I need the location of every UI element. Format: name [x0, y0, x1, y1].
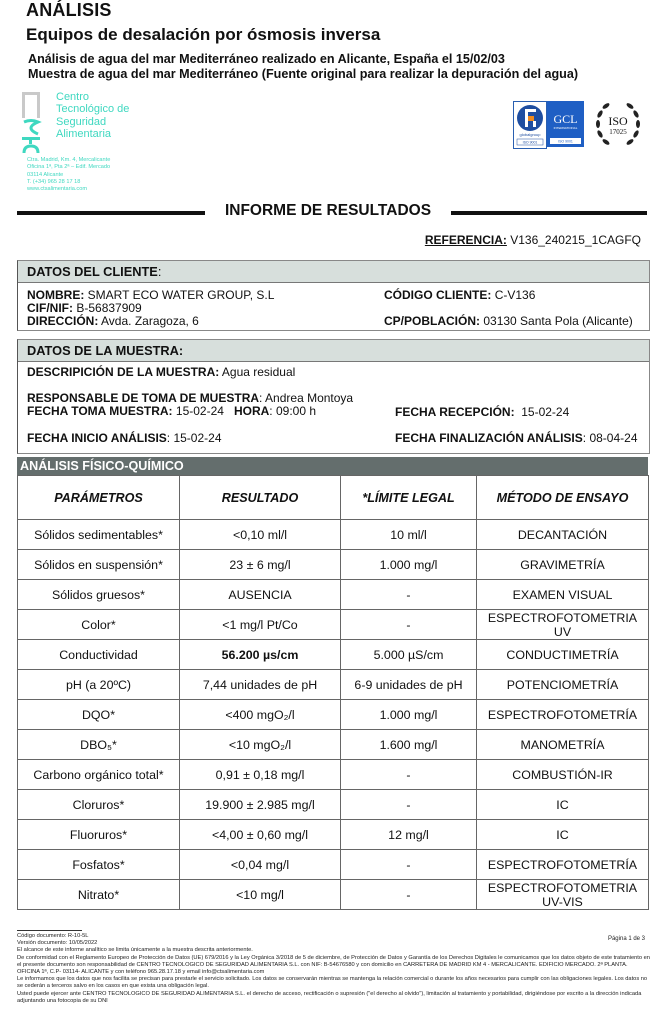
- parameter-cell: Conductividad: [18, 640, 180, 670]
- data-retention-notice: Le informamos que los datos que nos facilita se precisan para prestarle el servicio solicitado. Los datos se conservarán mientras se mantenga la relación comercial o durante los años necesarios para cumplir con las obligaciones legales. Los datos no se cederán a terceros salvo en los casos en que exista una obligación legal.: [17, 976, 648, 990]
- results-header-row: [18, 476, 649, 520]
- method-cell: MANOMETRÍA: [477, 730, 649, 760]
- results-row: [18, 670, 649, 700]
- result-cell: 23 ± 6 mg/l: [180, 550, 341, 580]
- column-header-legal-limit: *LÍMITE LEGAL: [341, 476, 477, 520]
- result-cell: 56.200 µs/cm: [180, 640, 341, 670]
- parameter-cell: Fluoruros*: [18, 820, 180, 850]
- parameter-cell: DQO*: [18, 700, 180, 730]
- parameter-cell: pH (a 20ºC): [18, 670, 180, 700]
- reference-value: V136_240215_1CAGFQ: [510, 233, 641, 247]
- results-row: [18, 820, 649, 850]
- legal-limit-cell: 12 mg/l: [341, 820, 477, 850]
- result-cell: 19.900 ± 2.985 mg/l: [180, 790, 341, 820]
- legal-limit-cell: 10 ml/l: [341, 520, 477, 550]
- method-cell: ESPECTROFOTOMETRIA UV: [477, 610, 649, 640]
- results-row: [18, 520, 649, 550]
- result-cell: 0,91 ± 0,18 mg/l: [180, 760, 341, 790]
- client-section-heading: DATOS DEL CLIENTE:: [18, 261, 649, 283]
- footer-legal-text: [17, 933, 651, 1005]
- results-row: [18, 550, 649, 580]
- method-cell: IC: [477, 820, 649, 850]
- results-row: [18, 880, 649, 910]
- legal-limit-cell: -: [341, 880, 477, 910]
- svg-text:INTERNATIONAL: INTERNATIONAL: [553, 126, 578, 130]
- results-row: [18, 700, 649, 730]
- results-row: [18, 610, 649, 640]
- method-cell: IC: [477, 790, 649, 820]
- parameter-cell: Fosfatos*: [18, 850, 180, 880]
- svg-text:globalgroup: globalgroup: [519, 132, 541, 137]
- parameter-cell: DBO₅*: [18, 730, 180, 760]
- method-cell: CONDUCTIMETRÍA: [477, 640, 649, 670]
- document-subtitle: Equipos de desalación por ósmosis inversa: [26, 25, 381, 44]
- results-row: [18, 580, 649, 610]
- parameter-cell: Sólidos gruesos*: [18, 580, 180, 610]
- report-title: INFORME DE RESULTADOS: [224, 202, 432, 219]
- legal-limit-cell: -: [341, 790, 477, 820]
- sample-section-heading: DATOS DE LA MUESTRA:: [18, 340, 649, 362]
- svg-text:ISO: ISO: [608, 114, 628, 128]
- parameter-cell: Nitrato*: [18, 880, 180, 910]
- legal-limit-cell: -: [341, 610, 477, 640]
- gcl-icon: [547, 101, 584, 147]
- legal-limit-cell: 6-9 unidades de pH: [341, 670, 477, 700]
- method-cell: COMBUSTIÓN-IR: [477, 760, 649, 790]
- sample-reception-date: FECHA RECEPCIÓN: 15-02-24: [395, 405, 570, 419]
- document-version: Versión documento: 10/05/2022: [17, 940, 98, 947]
- client-postal-city: CP/POBLACIÓN: 03130 Santa Pola (Alicante): [384, 314, 633, 328]
- method-cell: EXAMEN VISUAL: [477, 580, 649, 610]
- results-row: [18, 640, 649, 670]
- legal-limit-cell: -: [341, 850, 477, 880]
- method-cell: ESPECTROFOTOMETRÍA: [477, 700, 649, 730]
- analysis-description: Análisis de agua del mar Mediterráneo realizado en Alicante, España el 15/02/03: [28, 52, 505, 66]
- data-protection-notice: De conformidad con el Reglamento Europeo de Protección de Datos (UE) 679/2016 y la Ley Orgánica 3/2018 de 5 de diciembre, de Protección de Datos y Garantía de los Derechos Digitales le comunicamos que los datos objeto de este tratamiento en el presente documento son responsabilidad de CENTRO TECNOLOGICO DE SEGURIDAD ALIMENTARIA S.L. con NIF: B-54676580 y con domicilio en CARRETERA DE MADRID KM 4 - MERCALICANTE. EDIFICIO MERCADO. 2ª PLANTA. OFICINA 1ª, C.P- 03114- ALICANTE y con teléfono 965.28.17.18 y email info@ctsalimentaria.com: [17, 954, 650, 976]
- result-cell: <400 mgO₂/l: [180, 700, 341, 730]
- method-cell: GRAVIMETRÍA: [477, 550, 649, 580]
- document-code: Código documento: R-10-5L: [17, 933, 89, 939]
- sample-section: [17, 339, 650, 454]
- column-header-parameters: PARÁMETROS: [18, 476, 180, 520]
- client-code: CÓDIGO CLIENTE: C-V136: [384, 288, 536, 302]
- footer-rule: [17, 930, 82, 931]
- parameter-cell: Carbono orgánico total*: [18, 760, 180, 790]
- result-cell: 7,44 unidades de pH: [180, 670, 341, 700]
- legal-limit-cell: 1.600 mg/l: [341, 730, 477, 760]
- analysis-section-heading: ANÁLISIS FÍSICO-QUÍMICO: [17, 457, 648, 475]
- svg-text:ISO 9001: ISO 9001: [522, 140, 538, 145]
- result-cell: <0,10 ml/l: [180, 520, 341, 550]
- result-cell: <10 mgO₂/l: [180, 730, 341, 760]
- title-rule-right: [451, 211, 647, 215]
- result-cell: <4,00 ± 0,60 mg/l: [180, 820, 341, 850]
- client-name: NOMBRE: SMART ECO WATER GROUP, S.L: [27, 288, 275, 302]
- parameter-cell: Cloruros*: [18, 790, 180, 820]
- results-row: [18, 790, 649, 820]
- globalgroup-iso9001-logo: [513, 101, 547, 149]
- lab-address: Ctra. Madrid, Km. 4, Mercalicante Oficina 1ª, Pta 2ª – Edif. Mercado 03114 Alicante T. (+34) 965 28 17 18 www.ctsalimentaria.com: [27, 157, 111, 193]
- method-cell: POTENCIOMETRÍA: [477, 670, 649, 700]
- results-row: [18, 730, 649, 760]
- cts-logo-icon: [20, 92, 42, 154]
- result-cell: AUSENCIA: [180, 580, 341, 610]
- parameter-cell: Sólidos en suspensión*: [18, 550, 180, 580]
- client-section: [17, 260, 650, 331]
- result-cell: <10 mg/l: [180, 880, 341, 910]
- page-number: Página 1 de 3: [607, 936, 645, 942]
- svg-text:ISO 9001: ISO 9001: [558, 139, 573, 144]
- report-reference: REFERENCIA: V136_240215_1CAGFQ: [424, 233, 641, 247]
- legal-limit-cell: -: [341, 580, 477, 610]
- globalgroup-icon: [514, 102, 546, 148]
- legal-limit-cell: -: [341, 760, 477, 790]
- result-cell: <1 mg/l Pt/Co: [180, 610, 341, 640]
- parameter-cell: Sólidos sedimentables*: [18, 520, 180, 550]
- results-row: [18, 760, 649, 790]
- legal-limit-cell: 5.000 µS/cm: [341, 640, 477, 670]
- column-header-method: MÉTODO DE ENSAYO: [477, 476, 649, 520]
- legal-limit-cell: 1.000 mg/l: [341, 550, 477, 580]
- iso-17025-laurel-icon: [592, 98, 644, 150]
- client-address: DIRECCIÓN: Avda. Zaragoza, 6: [27, 314, 199, 328]
- svg-text:17025: 17025: [609, 128, 627, 136]
- title-rule-left: [17, 211, 205, 215]
- sample-origin: Muestra de agua del mar Mediterráneo (Fuente original para realizar la depuración del agua): [28, 67, 579, 81]
- column-header-result: RESULTADO: [180, 476, 341, 520]
- parameter-cell: Color*: [18, 610, 180, 640]
- result-cell: <0,04 mg/l: [180, 850, 341, 880]
- rights-notice: Usted puede ejercer ante CENTRO TECNOLOGICO DE SEGURIDAD ALIMENTARIA S.L. el derecho de acceso, rectificación o supresión ("el derecho al olvido"), limitación al tratamiento y portabilidad, dirigiéndose por escrito a la dirección indicada adjuntando una fotocopia de su DNI: [17, 990, 642, 1004]
- method-cell: DECANTACIÓN: [477, 520, 649, 550]
- legal-limit-cell: 1.000 mg/l: [341, 700, 477, 730]
- method-cell: ESPECTROFOTOMETRÍA: [477, 850, 649, 880]
- results-table: [17, 475, 649, 910]
- client-cif: CIF/NIF: B-56837909: [27, 301, 142, 315]
- lab-name: Centro Tecnológico de Seguridad Alimentaria: [56, 91, 130, 140]
- document-title: ANÁLISIS: [26, 0, 112, 20]
- gcl-iso9001-logo: [547, 101, 584, 147]
- analysis-end-date: FECHA FINALIZACIÓN ANÁLISIS: 08-04-24: [395, 431, 638, 445]
- results-row: [18, 850, 649, 880]
- svg-text:GCL: GCL: [553, 112, 578, 126]
- sample-collection-date: FECHA TOMA MUESTRA: 15-02-24 HORA: 09:00 h: [27, 404, 317, 418]
- scope-note: El alcance de este informe analítico se limita únicamente a la muestra descrita anteriormente.: [17, 947, 253, 954]
- analysis-start-date: FECHA INICIO ANÁLISIS: 15-02-24: [27, 431, 222, 445]
- method-cell: ESPECTROFOTOMETRIA UV-VIS: [477, 880, 649, 910]
- sample-responsible: RESPONSABLE DE TOMA DE MUESTRA: Andrea Montoya: [27, 391, 354, 405]
- sample-description: DESCRIPICIÓN DE LA MUESTRA: Agua residual: [27, 365, 296, 379]
